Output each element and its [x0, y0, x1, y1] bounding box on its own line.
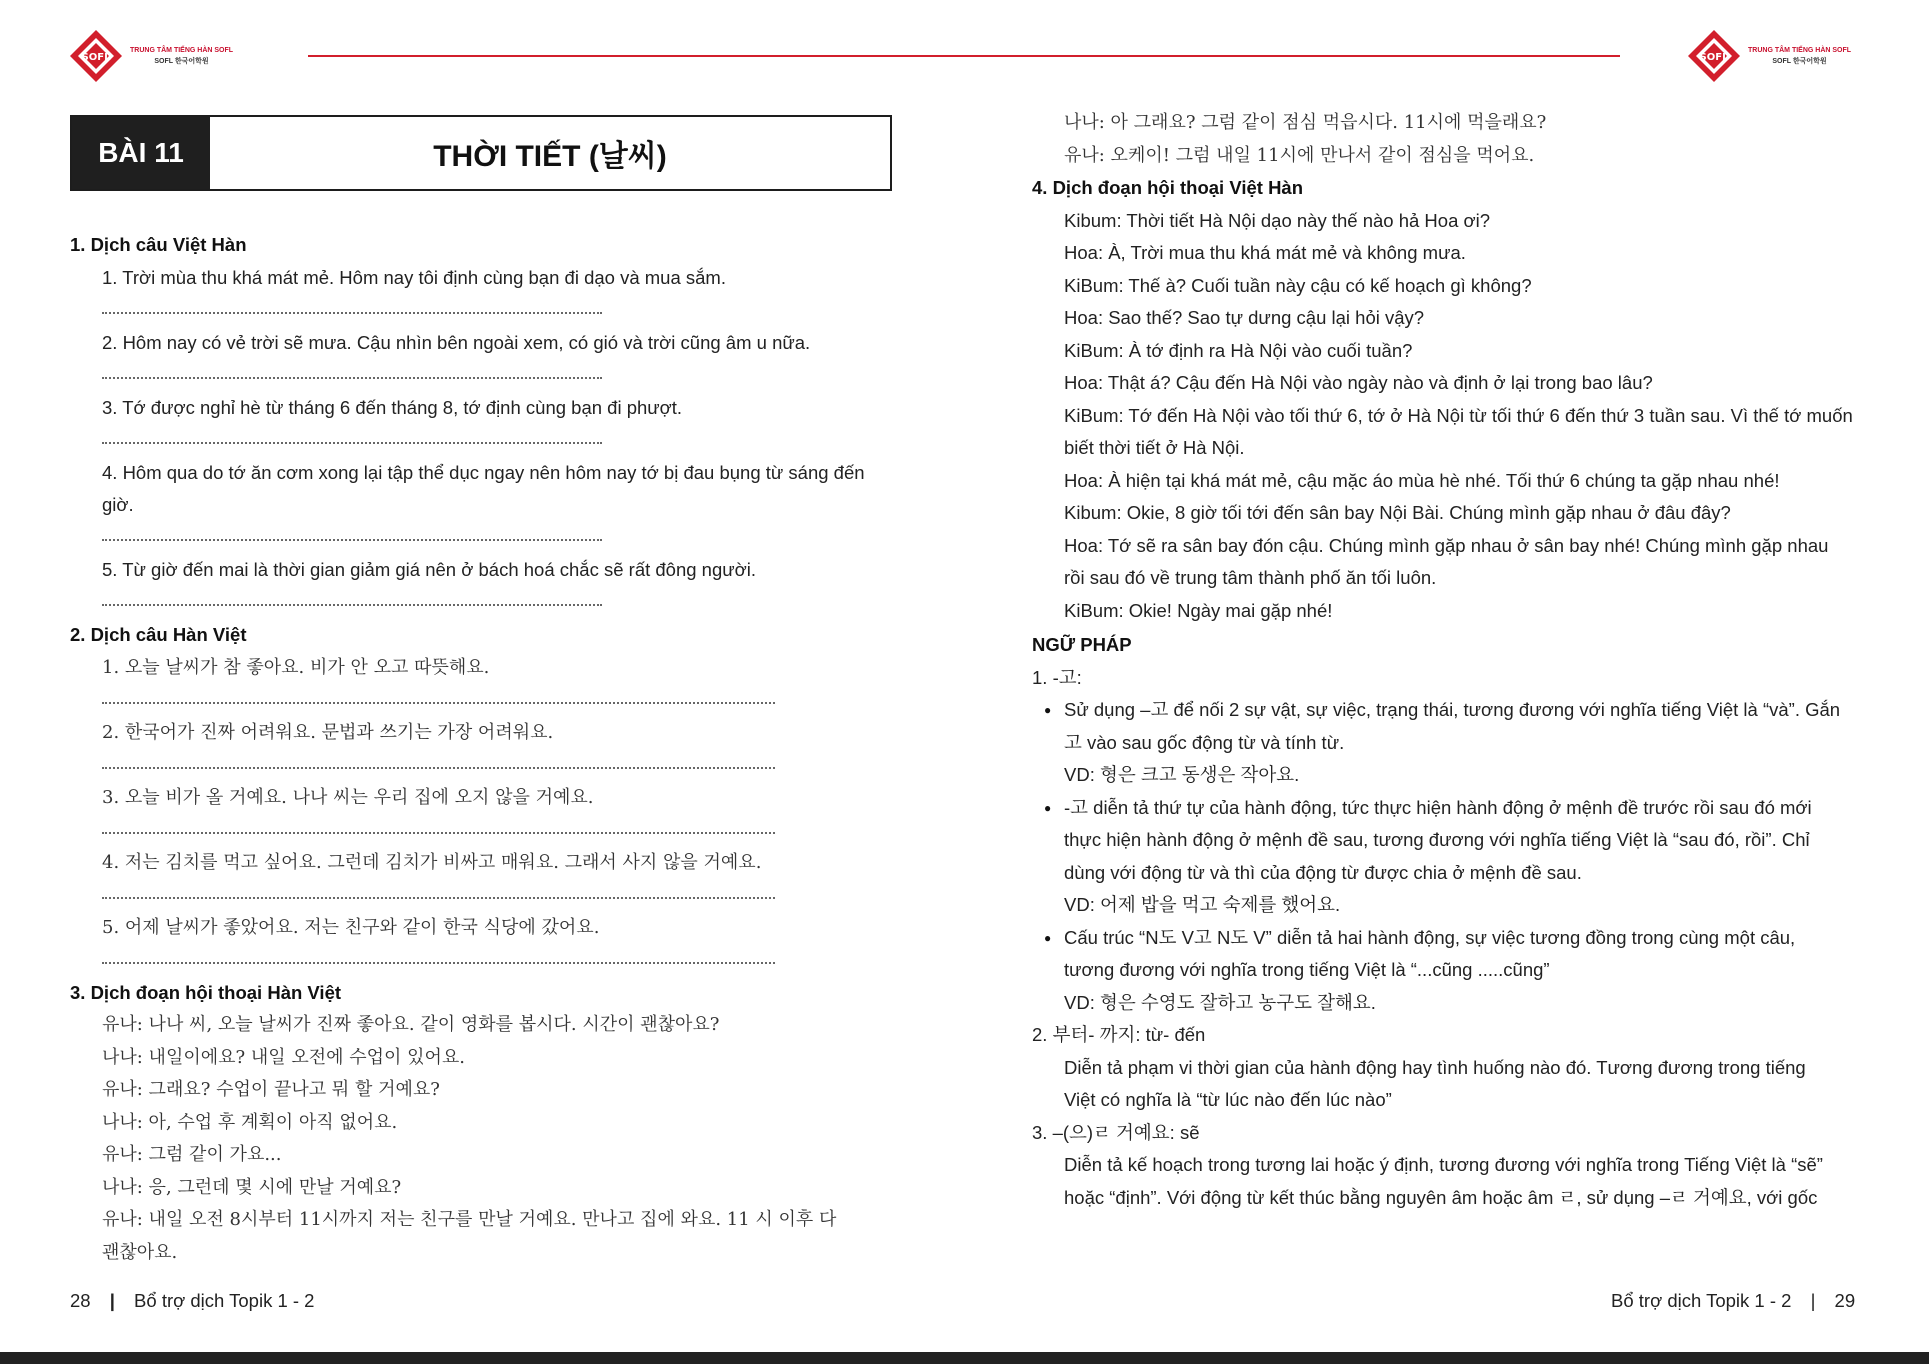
answer-line[interactable] [70, 522, 905, 555]
exercise-item: 3. Tớ được nghỉ hè từ tháng 6 đến tháng 8, tớ định cùng bạn đi phượt. [102, 396, 683, 418]
dialogue-line: Hoa: À hiện tại khá mát mẻ, cậu mặc áo mùa hè nhé. Tối thứ 6 chúng ta gặp nhau nhé! [1064, 469, 1780, 491]
answer-line[interactable] [70, 587, 905, 620]
grammar-text: Diễn tả kế hoạch trong tương lai hoặc ý định, tương đương với nghĩa trong Tiếng Việt là “sẽ” [1064, 1154, 1823, 1175]
exercise-item: 5. Từ giờ đến mai là thời gian giảm giá nên ở bách hoá chắc sẽ rất đông người. [102, 559, 757, 580]
lesson-banner [70, 115, 892, 191]
answer-line[interactable] [70, 749, 905, 782]
dialogue-line: Kibum: Thời tiết Hà Nội dạo này thế nào hả Hoa ơi? [1064, 209, 1491, 231]
sofl-logo-icon [68, 28, 124, 84]
sofl-logo [68, 28, 233, 84]
grammar-text: tương đương với nghĩa trong tiếng Việt là “...cũng .....cũng” [1064, 959, 1550, 980]
answer-line[interactable] [70, 879, 905, 912]
dialogue-line: Hoa: Thật á? Cậu đến Hà Nội vào ngày nào và định ở lại trong bao lâu? [1064, 372, 1653, 393]
section-heading: 3. Dịch đoạn hội thoại Hàn Việt [70, 981, 342, 1003]
dialogue-line: biết thời tiết ở Hà Nội. [1064, 437, 1245, 458]
grammar-text: dùng với động từ và thì của động từ được chia ở mệnh đề sau. [1064, 861, 1582, 883]
footer-separator: | [109, 1290, 115, 1311]
page-footer-right [1611, 1290, 1855, 1312]
exercise-item-cont: giờ. [102, 494, 134, 515]
grammar-example: VD: 형은 수영도 잘하고 농구도 잘해요. [1064, 991, 1376, 1013]
brand-name: TRUNG TÂM TIẾNG HÀN SOFL [1748, 47, 1852, 54]
page-footer-left [70, 1290, 314, 1312]
page-number: 28 [70, 1290, 91, 1311]
grammar-title: 1. -고: [1032, 666, 1082, 688]
grammar-example: VD: 어제 밥을 먹고 숙제를 했어요. [1064, 894, 1341, 915]
exercise-item: 4. Hôm qua do tớ ăn cơm xong lại tập thể dục ngay nên hôm nay tớ bị đau bụng từ sáng đến [102, 461, 865, 483]
brand-name-kr: SOFL 한국어학원 [154, 58, 209, 65]
left-page [0, 0, 964, 1352]
dialogue-line: KiBum: Okie! Ngày mai gặp nhé! [1064, 599, 1333, 621]
dialogue-line: 유나: 그럼 같이 가요... [102, 1144, 282, 1165]
brand-name: TRUNG TÂM TIẾNG HÀN SOFL [130, 47, 234, 54]
grammar-heading: NGỮ PHÁP [1032, 634, 1132, 655]
answer-line[interactable] [70, 684, 905, 717]
footer-separator: | [1810, 1290, 1816, 1311]
dialogue-line: 나나: 내일이에요? 내일 오전에 수업이 있어요. [102, 1046, 466, 1068]
dialogue-line: KiBum: À tớ định ra Hà Nội vào cuối tuần? [1064, 339, 1413, 361]
exercise-item: 3. 오늘 비가 올 거예요. 나나 씨는 우리 집에 오지 않을 거예요. [102, 786, 594, 808]
grammar-text: hoặc “định”. Với động từ kết thúc bằng nguyên âm hoặc âm ㄹ, sử dụng –ㄹ 거예요, với gốc [1064, 1186, 1818, 1208]
dialogue-line: Hoa: Tớ sẽ ra sân bay đón cậu. Chúng mình gặp nhau ở sân bay nhé! Chúng mình gặp nhau [1064, 534, 1829, 556]
answer-line[interactable] [70, 294, 905, 327]
dialogue-line: Hoa: Sao thế? Sao tự dưng cậu lại hỏi vậy? [1064, 307, 1425, 328]
grammar-text: Diễn tả phạm vi thời gian của hành động hay tình huống nào đó. Tương đương trong tiếng [1064, 1056, 1806, 1078]
left-column [70, 229, 905, 1269]
grammar-bullet: ● Cấu trúc “N도 V고 N도 V” diễn tả hai hành động, sự việc tương đồng trong cùng một câu, [1032, 922, 1862, 955]
svg-text:SOFL: SOFL [1699, 52, 1729, 63]
exercise-item: 1. 오늘 날씨가 참 좋아요. 비가 안 오고 따뜻해요. [102, 656, 490, 678]
dialogue-line: 나나: 아, 수업 후 계획이 아직 없어요. [102, 1111, 398, 1133]
exercise-item: 2. Hôm nay có vẻ trời sẽ mưa. Cậu nhìn bên ngoài xem, có gió và trời cũng âm u nữa. [102, 331, 811, 353]
brand-name-kr: SOFL 한국어학원 [1772, 58, 1827, 65]
section-heading: 2. Dịch câu Hàn Việt [70, 624, 247, 645]
sofl-logo-icon [1686, 28, 1742, 84]
section-heading: 4. Dịch đoạn hội thoại Việt Hàn [1032, 177, 1304, 198]
dialogue-line: KiBum: Thế à? Cuối tuần này cậu có kế hoạch gì không? [1064, 274, 1532, 296]
dialogue-line: 나나: 아 그래요? 그럼 같이 점심 먹읍시다. 11시에 먹을래요? [1064, 112, 1547, 133]
section-heading: 1. Dịch câu Việt Hàn [70, 234, 247, 255]
grammar-bullet: ● Sử dụng –고 để nối 2 sự vật, sự việc, trạng thái, tương đương với nghĩa tiếng Việt là “và”. Gắn [1032, 694, 1862, 727]
answer-line[interactable] [70, 359, 905, 392]
grammar-text: 고 vào sau gốc động từ và tính từ. [1064, 731, 1345, 753]
dialogue-line: 유나: 나나 씨, 오늘 날씨가 진짜 좋아요. 같이 영화를 봅시다. 시간이 괜찮아요? [102, 1014, 720, 1035]
right-page [964, 0, 1929, 1352]
lesson-number: BÀI 11 [72, 117, 210, 189]
lesson-title: THỜI TIẾT (날씨) [433, 140, 667, 173]
grammar-example: VD: 형은 크고 동생은 작아요. [1064, 764, 1300, 785]
dialogue-line: Hoa: À, Trời mua thu khá mát mẻ và không mưa. [1064, 242, 1466, 263]
sofl-logo [1686, 28, 1851, 84]
answer-line[interactable] [70, 814, 905, 847]
page-number: 29 [1834, 1290, 1856, 1311]
dialogue-line: KiBum: Tớ đến Hà Nội vào tối thứ 6, tớ ở Hà Nội từ tối thứ 6 đến thứ 3 tuần sau. Vì thế tớ muốn [1064, 404, 1853, 426]
book-title: Bổ trợ dịch Topik 1 - 2 [1611, 1290, 1792, 1311]
dialogue-line: 유나: 그래요? 수업이 끝나고 뭐 할 거예요? [102, 1079, 440, 1100]
dialogue-line: 유나: 오케이! 그럼 내일 11시에 만나서 같이 점심을 먹어요. [1064, 144, 1535, 166]
answer-line[interactable] [70, 944, 905, 977]
grammar-text: thực hiện hành động ở mệnh đề sau, tương đương với nghĩa tiếng Việt là “sau đó, rồi”. Chỉ [1064, 829, 1810, 850]
exercise-item: 4. 저는 김치를 먹고 싶어요. 그런데 김치가 비싸고 매워요. 그래서 사지 않을 거예요. [102, 851, 762, 873]
right-column [1032, 107, 1862, 1214]
exercise-item: 5. 어제 날씨가 좋았어요. 저는 친구와 같이 한국 식당에 갔어요. [102, 916, 600, 938]
exercise-item: 2. 한국어가 진짜 어려워요. 문법과 쓰기는 가장 어려워요. [102, 721, 554, 743]
dialogue-line: rồi sau đó về trung tâm thành phố ăn tối luôn. [1064, 567, 1437, 588]
exercise-item: 1. Trời mùa thu khá mát mẻ. Hôm nay tôi định cùng bạn đi dạo và mua sắm. [102, 266, 726, 288]
grammar-title: 2. 부터- 까지: từ- đến [1032, 1024, 1206, 1045]
grammar-text: Việt có nghĩa là “từ lúc nào đến lúc nào” [1064, 1089, 1392, 1110]
grammar-title: 3. –(으)ㄹ 거예요: sẽ [1032, 1121, 1200, 1143]
svg-text:SOFL: SOFL [81, 52, 111, 63]
header-rule [308, 55, 1620, 57]
dialogue-line: 유나: 내일 오전 8시부터 11시까지 저는 친구를 만날 거예요. 만나고 집에 와요. 11 시 이후 다 [102, 1209, 837, 1230]
dialogue-line: 나나: 응, 그런데 몇 시에 만날 거예요? [102, 1176, 402, 1198]
dialogue-line: 괜찮아요. [102, 1241, 178, 1263]
answer-line[interactable] [70, 424, 905, 457]
grammar-bullet: ● -고 diễn tả thứ tự của hành động, tức thực hiện hành động ở mệnh đề trước rồi sau đó mới [1032, 792, 1862, 825]
book-title: Bổ trợ dịch Topik 1 - 2 [134, 1290, 315, 1311]
bottom-bar [0, 1352, 1929, 1364]
dialogue-line: Kibum: Okie, 8 giờ tối tới đến sân bay Nội Bài. Chúng mình gặp nhau ở đâu đây? [1064, 502, 1731, 523]
